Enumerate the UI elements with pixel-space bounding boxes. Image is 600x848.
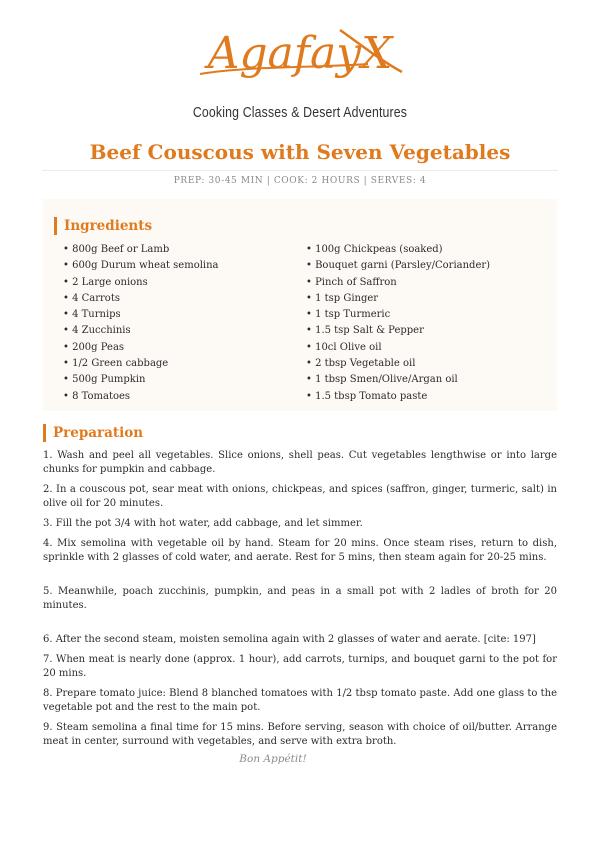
ingredient-item: • 1 tsp Ginger xyxy=(306,291,490,307)
ingredient-item: • 1.5 tsp Salt & Pepper xyxy=(306,323,490,339)
ingredient-item: • Bouquet garni (Parsley/Coriander) xyxy=(306,258,490,274)
step-8: 8. Prepare tomato juice: Blend 8 blanched tomatoes with 1/2 tbsp tomato paste. Add one glass to the vegetable pot and the rest to the main pot. xyxy=(43,688,557,713)
ingredient-item: • 4 Carrots xyxy=(63,291,219,307)
title-divider xyxy=(42,170,558,171)
ingredients-list-left xyxy=(63,242,219,405)
signoff: Bon Appétit! xyxy=(239,753,307,765)
ingredient-item: • Pinch of Saffron xyxy=(306,275,490,291)
ingredient-item: • 100g Chickpeas (soaked) xyxy=(306,242,490,258)
step-3: 3. Fill the pot 3/4 with hot water, add cabbage, and let simmer. xyxy=(43,518,363,529)
ingredient-item: • 2 tbsp Vegetable oil xyxy=(306,356,490,372)
ingredient-item: • 800g Beef or Lamb xyxy=(63,242,219,258)
ingredient-item: • 500g Pumpkin xyxy=(63,372,219,388)
step-2: 2. In a couscous pot, sear meat with onions, chickpeas, and spices (saffron, ginger, turmeric, salt) in olive oil for 20 minutes. xyxy=(43,484,557,509)
ingredient-item: • 1/2 Green cabbage xyxy=(63,356,219,372)
recipe-meta: PREP: 30-45 MIN | COOK: 2 HOURS | SERVES: 4 xyxy=(173,176,427,186)
recipe-title: Beef Couscous with Seven Vegetables xyxy=(89,140,511,164)
preparation-heading: Preparation xyxy=(43,424,143,442)
step-9: 9. Steam semolina a final time for 15 mins. Before serving, season with choice of oil/butter. Arrange meat in center, surround with vegetables, and serve with extra broth. xyxy=(43,722,557,747)
ingredient-item: • 2 Large onions xyxy=(63,275,219,291)
brand-header xyxy=(0,24,600,124)
logo: AgafayX xyxy=(207,28,393,79)
ingredient-item: • 1.5 tbsp Tomato paste xyxy=(306,389,490,405)
ingredients-panel xyxy=(43,199,557,411)
step-1: 1. Wash and peel all vegetables. Slice onions, shell peas. Cut vegetables lengthwise or into large chunks for pumpkin and cabbage. xyxy=(43,450,557,475)
ingredient-item: • 4 Zucchinis xyxy=(63,323,219,339)
preparation-steps xyxy=(43,449,557,749)
ingredient-item: • 8 Tomatoes xyxy=(63,389,219,405)
ingredient-item: • 1 tbsp Smen/Olive/Argan oil xyxy=(306,372,490,388)
step-7: 7. When meat is nearly done (approx. 1 hour), add carrots, turnips, and bouquet garni to the pot for 20 mins. xyxy=(43,654,557,679)
ingredient-item: • 4 Turnips xyxy=(63,307,219,323)
ingredient-item: • 1 tsp Turmeric xyxy=(306,307,490,323)
tagline: Cooking Classes & Desert Adventures xyxy=(192,104,408,121)
ingredients-list-right xyxy=(306,242,490,405)
step-6: 6. After the second steam, moisten semolina again with 2 glasses of water and aerate. [cite: 197] xyxy=(43,634,536,645)
ingredient-item: • 200g Peas xyxy=(63,340,219,356)
step-5: 5. Meanwhile, poach zucchinis, pumpkin, and peas in a small pot with 2 ladles of broth for 20 minutes. xyxy=(43,586,557,611)
ingredient-item: • 10cl Olive oil xyxy=(306,340,490,356)
ingredient-item: • 600g Durum wheat semolina xyxy=(63,258,219,274)
ingredients-heading: Ingredients xyxy=(54,217,152,235)
step-4: 4. Mix semolina with vegetable oil by hand. Steam for 20 mins. Once steam rises, return to dish, sprinkle with 2 glasses of cold water, and aerate. Rest for 5 mins, then steam again for 20-25 mins. xyxy=(43,538,557,563)
